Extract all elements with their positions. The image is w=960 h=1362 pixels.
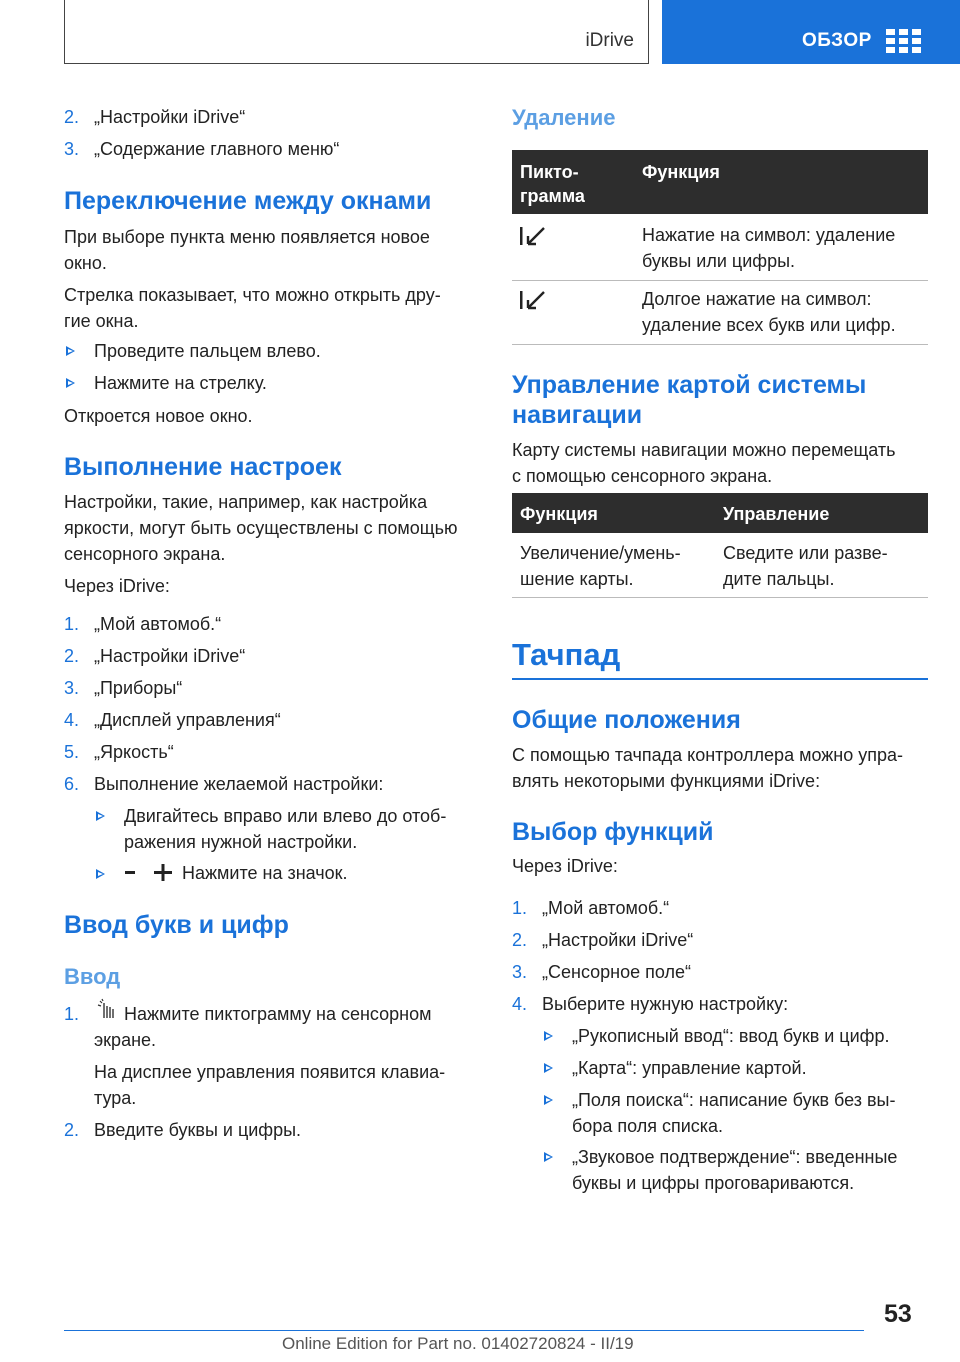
step-note-line: На дисплее управления появится клавиа‐ xyxy=(94,1062,446,1082)
paragraph-line: влять некоторыми функциями iDrive: xyxy=(512,771,821,791)
sub-item: бора поля списка. xyxy=(572,1116,724,1136)
table-cell: Увеличение/умень‐ xyxy=(520,543,681,563)
bullet-triangle-icon xyxy=(66,346,75,356)
list-number: 3. xyxy=(512,962,528,982)
table-header-cell: грамма xyxy=(520,186,585,206)
heading-delete: Удаление xyxy=(512,105,616,130)
list-number: 4. xyxy=(64,710,80,730)
list-item: „Приборы“ xyxy=(94,678,183,698)
heading-select-functions: Выбор функций xyxy=(512,818,714,846)
header-chapter-label: ОБЗОР xyxy=(802,30,872,51)
sub-item: „Звуковое подтверждение“: введенные xyxy=(572,1147,898,1167)
paragraph-line: окно. xyxy=(64,253,107,273)
list-item: „Содержание главного меню“ xyxy=(94,139,340,159)
heading-map-control: навигации xyxy=(512,401,643,429)
table-cell: удаление всех букв или цифр. xyxy=(642,315,896,335)
sub-item: „Поля поиска“: написание букв без вы‐ xyxy=(572,1090,896,1110)
table-header-cell: Функция xyxy=(642,162,720,182)
list-number: 3. xyxy=(64,678,80,698)
list-number: 3. xyxy=(64,139,80,159)
paragraph-line: Стрелка показывает, что можно открыть дру‐ xyxy=(64,285,441,305)
bullet-triangle-icon xyxy=(96,811,105,821)
heading-settings: Выполнение настроек xyxy=(64,453,342,481)
step-item: Нажмите на стрелку. xyxy=(94,373,267,393)
bullet-triangle-icon xyxy=(544,1031,553,1041)
table-row-divider xyxy=(512,344,928,345)
bullet-triangle-icon xyxy=(544,1152,553,1162)
paragraph-line: гие окна. xyxy=(64,311,139,331)
step-line: экране. xyxy=(94,1030,157,1050)
heading-input: Ввод букв и цифр xyxy=(64,911,289,939)
list-item: „Мой автомоб.“ xyxy=(542,898,670,918)
footer-divider xyxy=(64,1330,864,1331)
list-number: 2. xyxy=(64,107,80,127)
paragraph-line: сенсорного экрана. xyxy=(64,544,226,564)
bullet-triangle-icon xyxy=(96,869,105,879)
paragraph-line: С помощью тачпада контроллера можно упра‐ xyxy=(512,745,904,765)
table-row-divider xyxy=(512,280,928,281)
list-number: 1. xyxy=(512,898,528,918)
sub-item: „Рукописный ввод“: ввод букв и цифр. xyxy=(572,1026,890,1046)
paragraph-line: При выборе пункта меню появляется новое xyxy=(64,227,430,247)
list-number: 5. xyxy=(64,742,80,762)
list-number: 2. xyxy=(64,1120,80,1140)
step-item: Проведите пальцем влево. xyxy=(94,341,321,361)
page-number: 53 xyxy=(884,1300,912,1328)
table-cell: дите пальцы. xyxy=(723,569,835,589)
step-line: Нажмите пиктограмму на сенсорном xyxy=(124,1004,432,1024)
list-item: „Настройки iDrive“ xyxy=(94,107,246,127)
bullet-triangle-icon xyxy=(544,1063,553,1073)
sub-item: „Карта“: управление картой. xyxy=(572,1058,807,1078)
via-text: Через iDrive: xyxy=(64,576,170,596)
subheading-input: Ввод xyxy=(64,964,121,989)
table-header-cell: Управление xyxy=(723,504,830,524)
list-item: „Дисплей управления“ xyxy=(94,710,281,730)
table-cell: шение карты. xyxy=(520,569,634,589)
sub-step-line: Двигайтесь вправо или влево до отоб‐ xyxy=(124,806,447,826)
backspace-icon xyxy=(518,289,548,311)
heading-underline xyxy=(512,678,928,680)
list-number: 2. xyxy=(512,930,528,950)
keyboard-hand-icon xyxy=(96,998,118,1020)
list-item: Выполнение желаемой настройки: xyxy=(94,774,384,794)
list-item: „Настройки iDrive“ xyxy=(94,646,246,666)
paragraph-line: Настройки, такие, например, как настройка xyxy=(64,492,428,512)
table-cell: Сведите или разве‐ xyxy=(723,543,888,563)
list-number: 4. xyxy=(512,994,528,1014)
backspace-icon xyxy=(518,225,548,247)
sub-item: буквы и цифры проговариваются. xyxy=(572,1173,855,1193)
via-text: Через iDrive: xyxy=(512,856,618,876)
step-note-line: тура. xyxy=(94,1088,137,1108)
table-cell: буквы или цифры. xyxy=(642,251,796,271)
heading-general: Общие положения xyxy=(512,706,741,734)
list-number: 6. xyxy=(64,774,80,794)
paragraph-line: с помощью сенсорного экрана. xyxy=(512,466,773,486)
bullet-triangle-icon xyxy=(66,378,75,388)
list-item: Выберите нужную настройку: xyxy=(542,994,789,1014)
header-section-label: iDrive xyxy=(585,30,634,51)
step-line: Введите буквы и цифры. xyxy=(94,1120,302,1140)
table-header-cell: Функция xyxy=(520,504,598,524)
paragraph-line: яркости, могут быть осуществлены с помощью xyxy=(64,518,458,538)
list-item: „Яркость“ xyxy=(94,742,174,762)
heading-touchpad: Тачпад xyxy=(512,637,621,672)
heading-map-control: Управление картой системы xyxy=(512,371,867,399)
list-item: „Настройки iDrive“ xyxy=(542,930,694,950)
table-row-divider xyxy=(512,597,928,598)
list-number: 1. xyxy=(64,1004,80,1024)
header-section-box xyxy=(64,0,649,64)
paragraph-line: Карту системы навигации можно перемещать xyxy=(512,440,896,460)
heading-switch-windows: Переключение между окнами xyxy=(64,187,432,215)
list-item: „Мой автомоб.“ xyxy=(94,614,222,634)
bullet-triangle-icon xyxy=(544,1095,553,1105)
grid-menu-icon xyxy=(886,29,922,53)
list-item: „Сенсорное поле“ xyxy=(542,962,692,982)
table-header-cell: Пикто‐ xyxy=(520,162,579,182)
list-number: 2. xyxy=(64,646,80,666)
sub-step-line: ражения нужной настройки. xyxy=(124,832,358,852)
list-number: 1. xyxy=(64,614,80,634)
minus-plus-icon xyxy=(124,862,174,884)
result-text: Откроется новое окно. xyxy=(64,406,253,426)
footer-edition[interactable]: Online Edition for Part no. 01402720824 - II/19 xyxy=(282,1334,634,1353)
table-cell: Нажатие на символ: удаление xyxy=(642,225,896,245)
sub-step-text: Нажмите на значок. xyxy=(182,863,348,883)
table-cell: Долгое нажатие на символ: xyxy=(642,289,872,309)
